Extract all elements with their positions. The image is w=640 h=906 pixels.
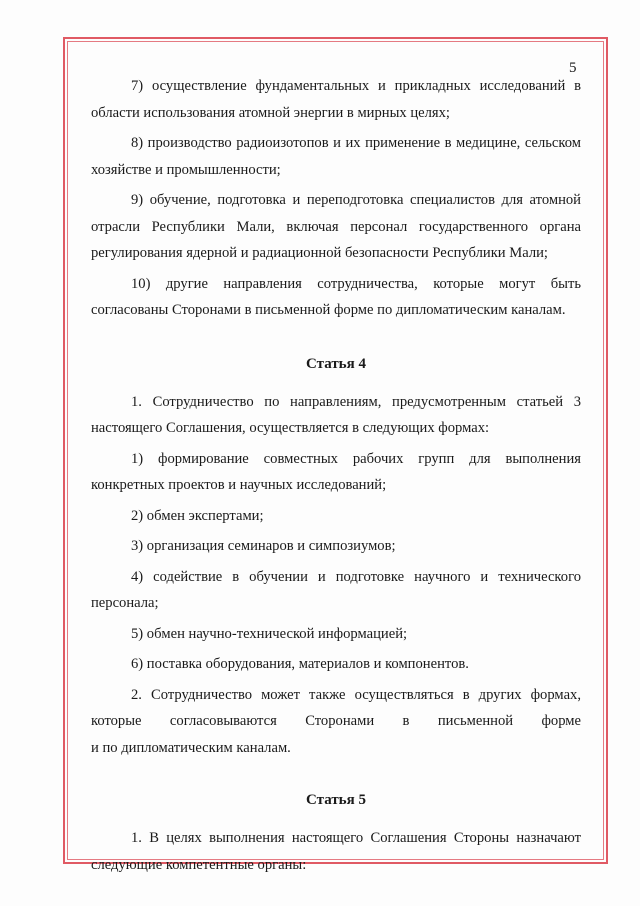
article-5-intro: 1. В целях выполнения настоящего Соглашения Стороны назначают следующие компетентные органы: bbox=[91, 830, 581, 873]
article-4-heading: Статья 4 bbox=[306, 355, 366, 372]
list-item: 1) формирование совместных рабочих групп для выполнения конкретных проектов и научных исследований; bbox=[91, 450, 581, 493]
list-item: 10) другие направления сотрудничества, которые могут быть согласованы Сторонами в письменной форме по дипломатическим каналам. bbox=[91, 275, 581, 318]
list-item: 3) организация семинаров и симпозиумов; bbox=[131, 538, 396, 554]
list-item: 4) содействие в обучении и подготовке научного и технического персонала; bbox=[91, 568, 581, 611]
list-item: 2) обмен экспертами; bbox=[131, 507, 264, 524]
list-item: 7) осуществление фундаментальных и прикладных исследований в области использования атомной энергии в мирных целях; bbox=[91, 78, 581, 121]
document-body bbox=[91, 73, 581, 878]
article-4-para2-line2: и по дипломатическим каналам. bbox=[91, 739, 291, 756]
article-5-heading: Статья 5 bbox=[306, 792, 366, 808]
page-number: 5 bbox=[569, 60, 577, 76]
list-item: 5) обмен научно-технической информацией; bbox=[131, 625, 408, 642]
list-item: 8) производство радиоизотопов и их применение в медицине, сельском хозяйстве и промышленности; bbox=[91, 135, 581, 178]
list-item: 6) поставка оборудования, материалов и компонентов. bbox=[131, 656, 469, 672]
article-4-para2-line1: 2. Сотрудничество может также осуществляться в других формах, которые согласовываются Сторонами в письменной форме bbox=[91, 686, 581, 729]
article-4-intro: 1. Сотрудничество по направлениям, предусмотренным статьей 3 настоящего Соглашения, осуществляется в следующих формах: bbox=[91, 393, 581, 436]
list-item: 9) обучение, подготовка и переподготовка специалистов для атомной отрасли Республики Мали, включая персонал государственного органа регулирования ядерной и радиационной безопасности Республики Мали; bbox=[91, 192, 581, 261]
